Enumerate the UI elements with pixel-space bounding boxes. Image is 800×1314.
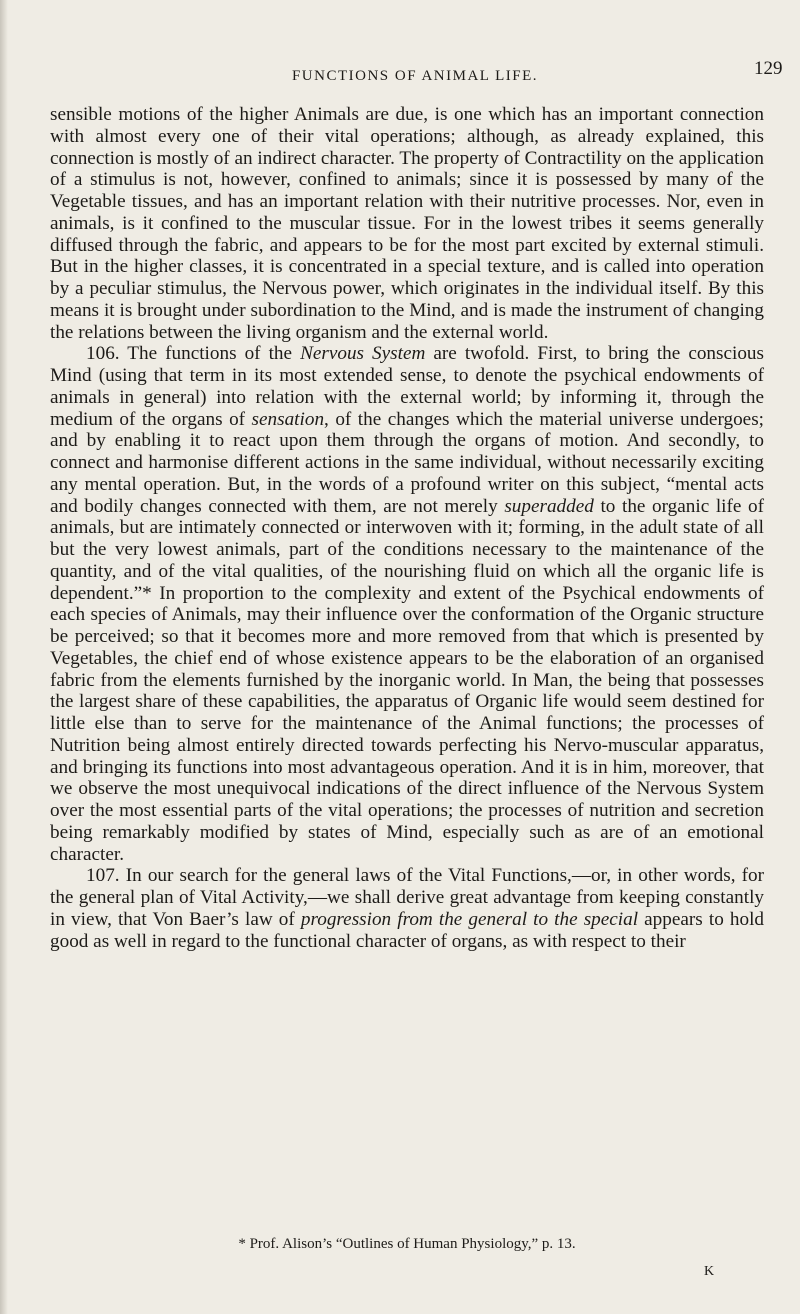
paragraph-text: 106. The functions of the <box>86 343 301 365</box>
paragraph-106 <box>50 343 764 865</box>
italic-term: Nervous System <box>300 343 426 365</box>
paragraph-107 <box>50 865 764 952</box>
paragraph-text: appears to hold good as well in regard to the functional character of organs, as with respect to their <box>50 908 764 952</box>
footnote: * Prof. Alison’s “Outlines of Human Physiology,” p. 13. <box>238 1236 576 1252</box>
page-number: 129 <box>754 58 783 79</box>
paragraph-text: sensible motions of the higher Animals are due, is one which has an important connection with almost every one of their vital operations; although, as already explained, this connection is mostly of an indirect character. The property of Contractility on the application of a stimulus is not, however, confined to animals; since it is possessed by many of the Vegetable tissues, and has an important relation with their nutritive processes. Nor, even in animals, is it confined to the muscular tissue. For in the lowest tribes it seems generally diffused through the fabric, and appears to be for the most part excited by external stimuli. But in the higher classes, it is concentrated in a special texture, and is called into operation by a peculiar stimulus, the Nervous power, which originates in the individual itself. By this means it is brought under subordination to the Mind, and is made the instrument of changing the relations between the living organism and the external world. <box>50 104 764 343</box>
running-head: FUNCTIONS OF ANIMAL LIFE. <box>291 68 539 84</box>
paragraph-text: 107. In our search for the general laws of the Vital Functions,—or, in other words, for the general plan of Vital Activity,—we shall derive great advantage from keeping constantly in view, that Von Baer’s law of <box>50 865 764 930</box>
paragraph-text: , of the changes which the material universe undergoes; and by enabling it to react upon them through the organs of motion. And secondly, to connect and harmonise different actions in the same individual, without necessarily exciting any mental operation. But, in the words of a profound writer on this subject, “mental acts and bodily changes connected with them, are not merely <box>50 408 764 517</box>
paragraph-text: to the organic life of animals, but are intimately connected or interwoven with it; forming, in the adult state of all but the very lowest animals, part of the conditions necessary to the maintenance of the quantity, and of the vital qualities, of the nourishing fluid on which all the organic life is dependent.”* In proportion to the complexity and extent of the Psychical endowments of each species of Animals, may their influence over the conformation of the Organic structure be perceived; so that it becomes more and more removed from that which is presented by Vegetables, the chief end of whose existence appears to be the elaboration of an organised fabric from the elements furnished by the inorganic world. In Man, the being that possesses the largest share of these capabilities, the apparatus of Organic life would seem destined for little else than to serve for the maintenance of the Animal functions; the processes of Nutrition being almost entirely directed towards perfecting his Nervo-muscular apparatus, and bringing its functions into most advantageous operation. And it is in him, moreover, that we observe the most unequivocal indications of the direct influence of the Nervous System over the most essential parts of the vital operations; the processes of nutrition and secretion being remarkably modified by states of Mind, especially such as are of an emotional character. <box>50 495 765 865</box>
paragraph-continued <box>50 104 764 343</box>
page-edge-shadow <box>0 0 8 1314</box>
page-header <box>0 58 800 88</box>
italic-term: sensation <box>251 408 325 430</box>
paragraph-text: are twofold. First, to bring the conscious Mind (using that term in its most extended sense, to denote the psychical endowments of animals in general) into relation with the external world; by informing it, through the medium of the organs of <box>50 343 764 430</box>
signature-mark: K <box>704 1264 715 1279</box>
italic-term: progression from the general to the special <box>300 908 639 930</box>
italic-term: superadded <box>504 495 594 517</box>
body-text <box>50 104 764 952</box>
